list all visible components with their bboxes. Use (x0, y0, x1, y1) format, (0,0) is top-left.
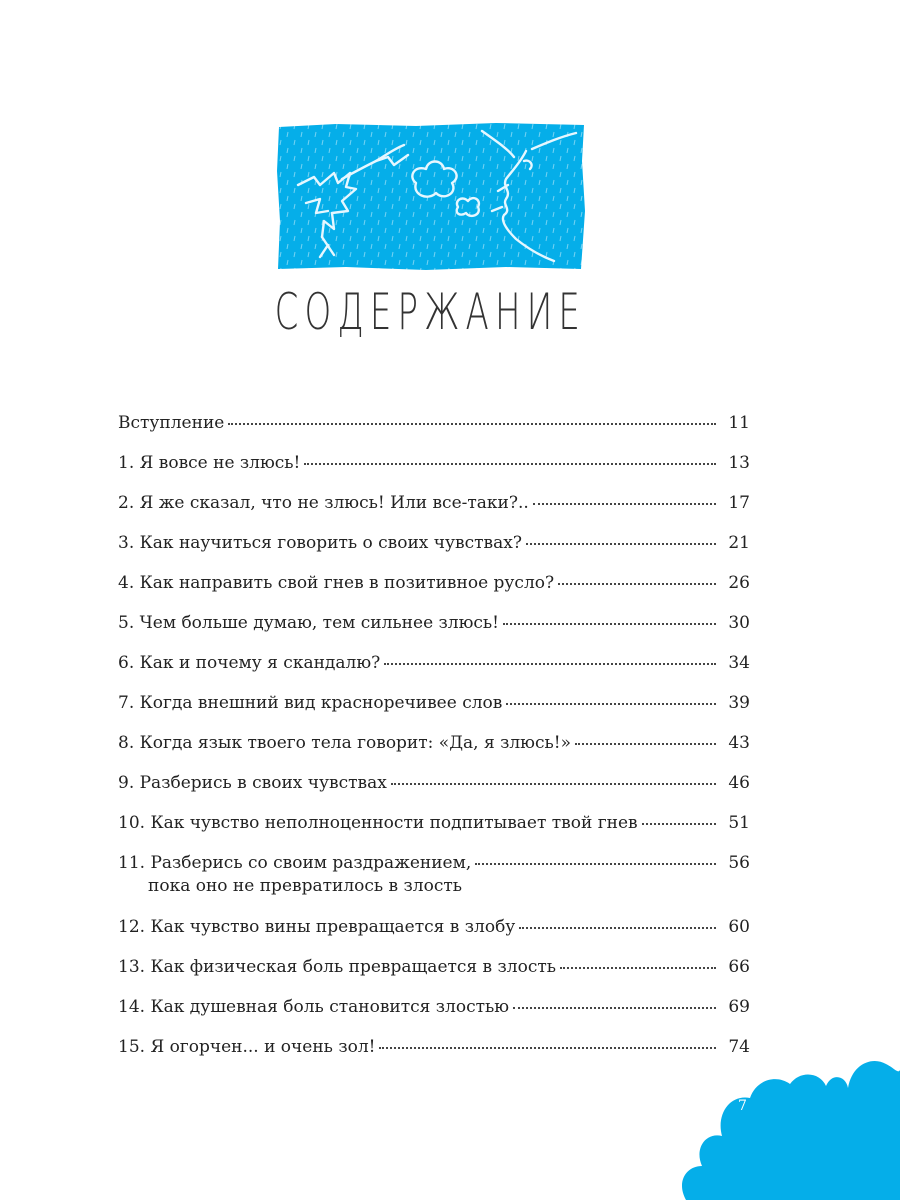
toc-entry-page: 43 (728, 733, 750, 753)
toc-entry-page: 51 (728, 813, 750, 833)
table-of-contents (118, 412, 750, 1076)
toc-entry-label: 9. Разберись в своих чувствах (118, 773, 387, 793)
toc-entry-label: 3. Как научиться говорить о своих чувствах? (118, 533, 522, 553)
toc-entry-page: 46 (728, 773, 750, 793)
toc-leader-dots (560, 967, 716, 969)
toc-entry-label: 8. Когда язык твоего тела говорит: «Да, я злюсь!» (118, 733, 571, 753)
toc-entry-page: 17 (728, 493, 750, 513)
toc-entry-label: 15. Я огорчен... и очень зол! (118, 1037, 376, 1057)
toc-entry-page: 60 (728, 917, 750, 937)
toc-entry-page: 34 (728, 653, 750, 673)
toc-entry-label: 12. Как чувство вины превращается в злобу (118, 917, 516, 937)
toc-entry-label: 7. Когда внешний вид красноречивее слов (118, 693, 503, 713)
toc-entry-page: 74 (728, 1037, 750, 1057)
toc-entry-page: 11 (728, 413, 750, 433)
toc-leader-dots (475, 863, 716, 865)
toc-leader-dots (526, 543, 716, 545)
toc-entry-label: 6. Как и почему я скандалю? (118, 653, 381, 673)
toc-entry-label: 2. Я же сказал, что не злюсь! Или все-таки?.. (118, 493, 529, 513)
toc-leader-dots (513, 1007, 716, 1009)
toc-entry-label-line2: пока оно не превратилось в злость (148, 876, 463, 896)
toc-entry-page: 26 (728, 573, 750, 593)
toc-entry-label: 14. Как душевная боль становится злостью (118, 997, 510, 1017)
toc-entry-page: 30 (728, 613, 750, 633)
toc-leader-dots (506, 703, 716, 705)
toc-entry-14[interactable] (118, 996, 750, 1036)
toc-entry-2[interactable] (118, 492, 750, 532)
toc-leader-dots (503, 623, 716, 625)
toc-leader-dots (384, 663, 716, 665)
toc-leader-dots (519, 927, 716, 929)
cloud-decoration-icon (680, 1050, 900, 1200)
toc-leader-dots (558, 583, 716, 585)
toc-leader-dots (228, 423, 716, 425)
toc-entry-8[interactable] (118, 732, 750, 772)
toc-leader-dots (391, 783, 716, 785)
toc-leader-dots (642, 823, 716, 825)
angry-face-illustration-icon (276, 121, 586, 271)
toc-entry-1[interactable] (118, 452, 750, 492)
toc-entry-5[interactable] (118, 612, 750, 652)
toc-entry-label: 5. Чем больше думаю, тем сильнее злюсь! (118, 613, 500, 633)
toc-leader-dots (379, 1047, 716, 1049)
toc-leader-dots (575, 743, 716, 745)
toc-entry-label (118, 852, 471, 898)
toc-entry-label: 10. Как чувство неполноценности подпитывает твой гнев (118, 813, 638, 833)
toc-entry-page: 13 (728, 453, 750, 473)
toc-entry-13[interactable] (118, 956, 750, 996)
toc-entry-12[interactable] (118, 916, 750, 956)
toc-entry-4[interactable] (118, 572, 750, 612)
toc-entry-page: 69 (728, 997, 750, 1017)
toc-entry-page: 56 (728, 853, 750, 873)
toc-leader-dots (533, 503, 716, 505)
toc-entry-3[interactable] (118, 532, 750, 572)
toc-entry-label-line1: 11. Разберись со своим раздражением, (118, 853, 472, 873)
toc-entry-11[interactable] (118, 852, 750, 916)
toc-leader-dots (304, 463, 716, 465)
toc-entry-label: Вступление (118, 413, 225, 433)
page-number: 7 (738, 1098, 747, 1114)
page-title: СОДЕРЖАНИЕ (274, 283, 587, 341)
toc-entry-6[interactable] (118, 652, 750, 692)
toc-entry-page: 21 (728, 533, 750, 553)
toc-entry-label: 13. Как физическая боль превращается в злость (118, 957, 557, 977)
toc-entry-7[interactable] (118, 692, 750, 732)
toc-entry-9[interactable] (118, 772, 750, 812)
toc-entry-page: 39 (728, 693, 750, 713)
toc-entry-label: 1. Я вовсе не злюсь! (118, 453, 301, 473)
toc-entry-label: 4. Как направить свой гнев в позитивное русло? (118, 573, 555, 593)
toc-entry-15[interactable] (118, 1036, 750, 1076)
toc-entry-10[interactable] (118, 812, 750, 852)
toc-entry-intro[interactable] (118, 412, 750, 452)
toc-entry-page: 66 (728, 957, 750, 977)
